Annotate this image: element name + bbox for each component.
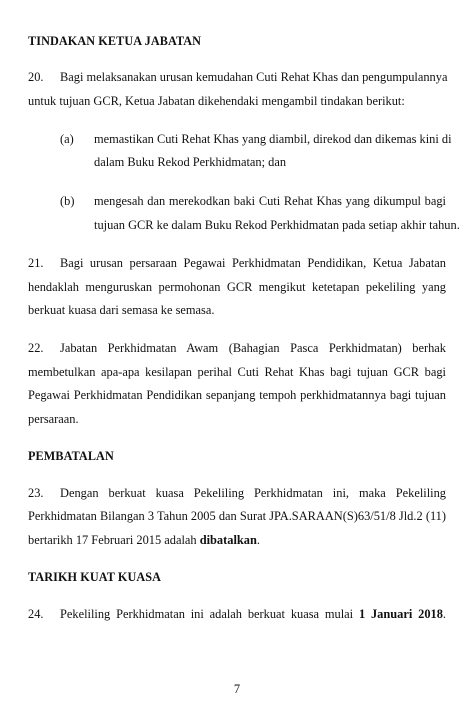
paragraph-number: 24. bbox=[28, 607, 44, 621]
paragraph-number: 20. bbox=[28, 70, 44, 84]
list-item-b-line: mengesah dan merekodkan baki Cuti Rehat Khas yang dikumpul bagi bbox=[94, 194, 446, 208]
paragraph-text: bertarikh 17 Februari 2015 adalah bbox=[28, 533, 200, 547]
list-item-a-line: dalam Buku Rekod Perkhidmatan; dan bbox=[94, 155, 287, 169]
paragraph-number: 21. bbox=[28, 256, 44, 270]
paragraph-line: untuk tujuan GCR, Ketua Jabatan dikehendaki mengambil tindakan berikut: bbox=[28, 94, 405, 108]
paragraph-line: membetulkan apa-apa kesilapan perihal Cuti Rehat Khas bagi tujuan GCR bagi bbox=[28, 365, 446, 379]
paragraph-line: hendaklah menguruskan permohonan GCR mengikut ketetapan pekeliling yang bbox=[28, 280, 446, 294]
section-heading-tindakan: TINDAKAN KETUA JABATAN bbox=[28, 34, 202, 48]
paragraph-line: berkuat kuasa dari semasa ke semasa. bbox=[28, 303, 215, 317]
list-item-a-line: memastikan Cuti Rehat Khas yang diambil, direkod dan dikemas kini di bbox=[94, 132, 452, 146]
bold-text: 1 Januari 2018 bbox=[358, 607, 443, 621]
paragraph-line: persaraan. bbox=[28, 412, 79, 426]
section-heading-pembatalan: PEMBATALAN bbox=[28, 449, 114, 463]
page-number: 7 bbox=[233, 682, 241, 696]
paragraph-text: . bbox=[442, 607, 447, 621]
paragraph-number: 22. bbox=[28, 341, 44, 355]
paragraph-number: 23. bbox=[28, 486, 44, 500]
paragraph-line: Perkhidmatan Bilangan 3 Tahun 2005 dan Surat JPA.SARAAN(S)63/51/8 Jld.2 (11) bbox=[28, 509, 446, 523]
list-label-b: (b) bbox=[60, 194, 75, 208]
list-label-a: (a) bbox=[60, 132, 74, 146]
paragraph-line bbox=[60, 70, 446, 85]
section-heading-tarikh: TARIKH KUAT KUASA bbox=[28, 570, 162, 584]
paragraph-line: Pegawai Perkhidmatan Pendidikan sepanjang tempoh perkhidmatannya bagi tujuan bbox=[28, 388, 446, 402]
paragraph-text: Pekeliling Perkhidmatan ini adalah berkuat kuasa mulai bbox=[60, 607, 359, 621]
paragraph-line bbox=[28, 533, 260, 548]
paragraph-text: . bbox=[256, 533, 260, 547]
paragraph-line: Bagi urusan persaraan Pegawai Perkhidmatan Pendidikan, Ketua Jabatan bbox=[60, 256, 446, 270]
paragraph-line: Dengan berkuat kuasa Pekeliling Perkhidmatan ini, maka Pekeliling bbox=[60, 486, 446, 500]
list-item-b-line: tujuan GCR ke dalam Buku Rekod Perkhidmatan pada setiap akhir tahun. bbox=[94, 218, 460, 232]
paragraph-line: Jabatan Perkhidmatan Awam (Bahagian Pasca Perkhidmatan) berhak bbox=[60, 341, 446, 355]
paragraph-line bbox=[60, 607, 446, 622]
bold-text: dibatalkan bbox=[199, 533, 257, 547]
paragraph-text: Bagi melaksanakan urusan kemudahan Cuti Rehat Khas dan pengumpulannya bbox=[60, 70, 448, 84]
